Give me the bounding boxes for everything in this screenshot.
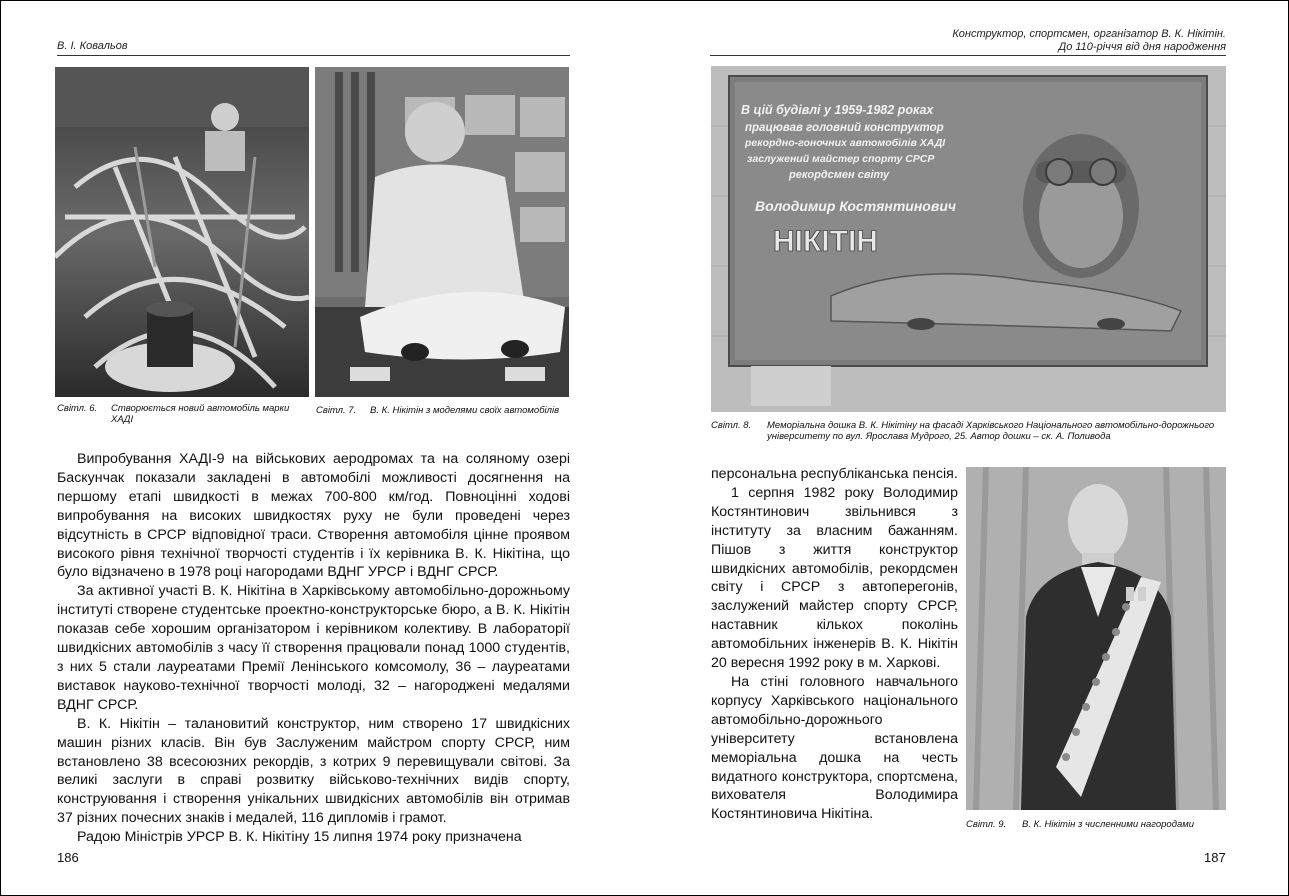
right-paragraph-2: 1 серпня 1982 року Володимир Костянтинович звільнився з інституту за власним бажанням. Пішов з життя конструктор швидкісних автомобілів, рекордсмен світу і СРСР з автоперегонів, заслужений майстер спорту СРСР, наставник кількох поколінь автомобільних інженерів В. К. Нікітін 20 вересня 1992 року в м. Харкові. [711, 484, 958, 672]
plaque-text-line-2: працював головний конструктор [745, 122, 944, 134]
figure-8-caption [711, 420, 1226, 442]
left-paragraph-3: В. К. Нікітін – талановитий конструктор, ним створено 17 швидкісних машин різних класів. Він був Заслуженим майстром спорту СРСР, ним встановлено 38 всесоюзних рекордів, з котрих 9 перевищували світові. За великі заслуги в справі розвитку військово-технічних видів спорту, конструювання і створення унікальних швидкісних автомобілів він отримав 37 різних почесних знаків і медалей, 116 дипломів і грамот. [57, 715, 570, 827]
figure-7-caption [316, 405, 566, 416]
photo-nikitin-with-awards [966, 467, 1226, 810]
photo-car-frame-workshop [55, 67, 309, 397]
right-paragraph-3: На стіні головного навчального корпусу Харківського національного автомобільно-дорожнього університету встановлена меморіальна дошка на честь видатного конструктора, спортсмена, вихователя Володимира Костянтиновича Нікітіна. [711, 673, 958, 823]
plaque-text-line-1: В цій будівлі у 1959-1982 роках [741, 103, 934, 117]
plaque-surname: НІКІТІН [773, 225, 878, 258]
photo-6-image [55, 67, 309, 397]
figure-9-text: В. К. Нікітін з численними нагородами [1022, 819, 1195, 830]
left-paragraph-2: За активної участі В. К. Нікітіна в Харківському автомобільно-дорожньому інституті створене студентське проектно-конструкторське бюро, а В. К. Нікітін показав себе хорошим організатором і керівником колективу. В лабораторії швидкісних автомобілів з часу її створення працювали понад 1000 студентів, з них 5 стали лауреатами Премії Ленінського комсомолу, 36 – лауреатами виставок науково-технічної творчості молоді, 32 – нагороджені медалями ВДНГ СРСР. [57, 583, 570, 713]
plaque-text-line-5: рекордсмен світу [789, 169, 890, 181]
right-body-text [711, 465, 958, 824]
right-page-number: 187 [1204, 850, 1226, 865]
figure-7-label: Світл. 7. [316, 405, 357, 416]
plaque-image [711, 66, 1226, 412]
figure-8-text: Меморіальна дошка В. К. Нікітіну на фасаді Харківського Національного автомобільно-дорожнього університету по вул. Ярослава Мудрого, 25. Автор дошки – ск. А. Поливода [767, 420, 1215, 442]
photo-nikitin-with-models [315, 67, 569, 397]
left-paragraph-1: Випробування ХАДІ-9 на військових аеродромах та на соляному озері Баскунчак показали закладені в автомобілі можливості досягнення на першому етапі швидкості в межах 700-800 км/год. Повноцінні ходові випробування на високих швидкостях руху не були проведені через відсутність в СРСР відповідної траси. Створення автомобіля цінне проявом високого рівня технічної творчості студентів і їх керівника В. К. Нікітіна, що було відзначено в 1978 році нагородами ВДНГ УРСР і ВДНГ СРСР. [57, 451, 570, 581]
left-paragraph-4: Радою Міністрів УРСР В. К. Нікітіну 15 липня 1974 року призначена [77, 829, 522, 846]
right-header-line-1: Конструктор, спортсмен, організатор В. К. Нікітін. [952, 28, 1226, 40]
figure-9-caption [966, 819, 1226, 830]
figure-6-label: Світл. 6. [57, 403, 98, 414]
photo-9-image [966, 467, 1226, 810]
right-header-line-2: До 110-річчя від дня народження [1058, 41, 1226, 53]
figure-9-label: Світл. 9. [966, 819, 1007, 830]
figure-7-text: В. К. Нікітін з моделями своїх автомобілів [370, 405, 560, 416]
left-page [0, 0, 644, 894]
photo-memorial-plaque [711, 66, 1226, 412]
photo-7-image [315, 67, 569, 397]
figure-6-text: Створюється новий автомобіль марки ХАДІ [111, 403, 290, 425]
figure-6-caption [57, 403, 307, 425]
right-paragraph-1: персональна республіканська пенсія. [711, 466, 958, 482]
left-body-text [57, 450, 570, 847]
plaque-name: Володимир Костянтинович [755, 198, 957, 214]
right-header-rule [710, 55, 1226, 56]
plaque-text-line-3: рекордно-гоночних автомобілів ХАДІ [745, 137, 946, 149]
plaque-text-line-4: заслужений майстер спорту СРСР [747, 153, 935, 165]
right-page [644, 0, 1287, 894]
right-running-header [710, 28, 1226, 54]
left-page-number: 186 [57, 850, 79, 865]
figure-8-label: Світл. 8. [711, 420, 752, 431]
left-running-header: В. І. Ковальов [57, 40, 128, 52]
left-header-rule [57, 55, 570, 56]
